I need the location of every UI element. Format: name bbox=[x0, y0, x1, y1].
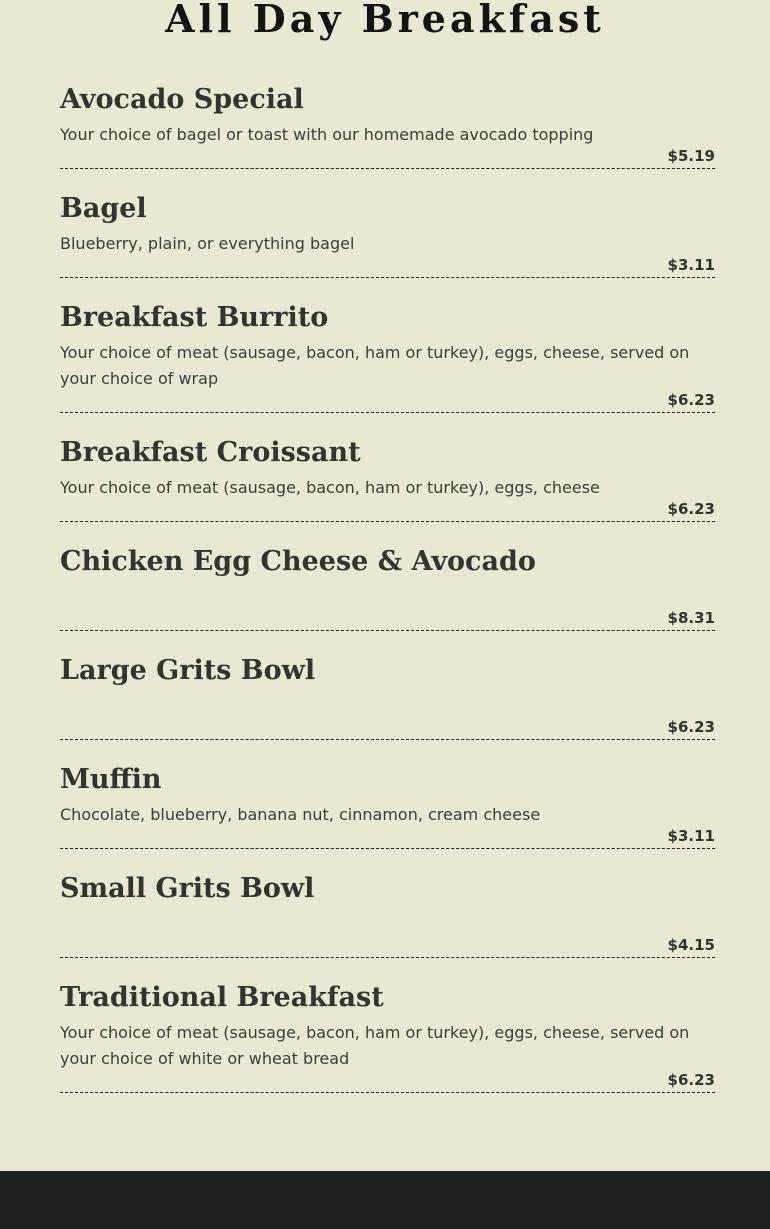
menu-item bbox=[60, 871, 715, 958]
menu-item-price: $8.31 bbox=[667, 609, 715, 627]
page-title: All Day Breakfast bbox=[165, 0, 605, 41]
menu-item-name: Muffin bbox=[60, 764, 162, 795]
menu-item-description: Your choice of meat (sausage, bacon, ham or turkey), eggs, cheese, served on your choice of wrap bbox=[60, 343, 690, 388]
menu-list bbox=[60, 82, 715, 1115]
menu-item-name: Traditional Breakfast bbox=[60, 982, 384, 1013]
menu-item bbox=[60, 82, 715, 169]
menu-item-name: Breakfast Croissant bbox=[60, 437, 361, 468]
menu-item bbox=[60, 653, 715, 740]
menu-item bbox=[60, 762, 715, 849]
menu-item-name: Small Grits Bowl bbox=[60, 873, 315, 904]
menu-item bbox=[60, 435, 715, 522]
menu-item-name: Chicken Egg Cheese & Avocado bbox=[60, 546, 536, 577]
menu-item-name: Breakfast Burrito bbox=[60, 302, 329, 333]
menu-item-price: $6.23 bbox=[667, 391, 715, 409]
menu-item-price: $5.19 bbox=[667, 147, 715, 165]
menu-item bbox=[60, 300, 715, 413]
menu-item-name: Avocado Special bbox=[60, 84, 304, 115]
menu-item bbox=[60, 544, 715, 631]
menu-item-price: $6.23 bbox=[667, 718, 715, 736]
menu-item-name: Large Grits Bowl bbox=[60, 655, 316, 686]
menu-item-description: Your choice of meat (sausage, bacon, ham or turkey), eggs, cheese bbox=[60, 478, 600, 497]
menu-item-price: $6.23 bbox=[667, 500, 715, 518]
menu-item-price: $3.11 bbox=[667, 256, 715, 274]
menu-item bbox=[60, 191, 715, 278]
menu-item bbox=[60, 980, 715, 1093]
menu-item-description: Your choice of bagel or toast with our homemade avocado topping bbox=[60, 125, 594, 144]
menu-item-description: Your choice of meat (sausage, bacon, ham or turkey), eggs, cheese, served on your choice of white or wheat bread bbox=[60, 1023, 690, 1068]
menu-item-price: $3.11 bbox=[667, 827, 715, 845]
menu-item-name: Bagel bbox=[60, 193, 147, 224]
menu-item-price: $6.23 bbox=[667, 1071, 715, 1089]
page-footer bbox=[0, 1171, 770, 1229]
menu-item-price: $4.15 bbox=[667, 936, 715, 954]
menu-item-description: Chocolate, blueberry, banana nut, cinnamon, cream cheese bbox=[60, 805, 541, 824]
menu-item-description: Blueberry, plain, or everything bagel bbox=[60, 234, 355, 253]
